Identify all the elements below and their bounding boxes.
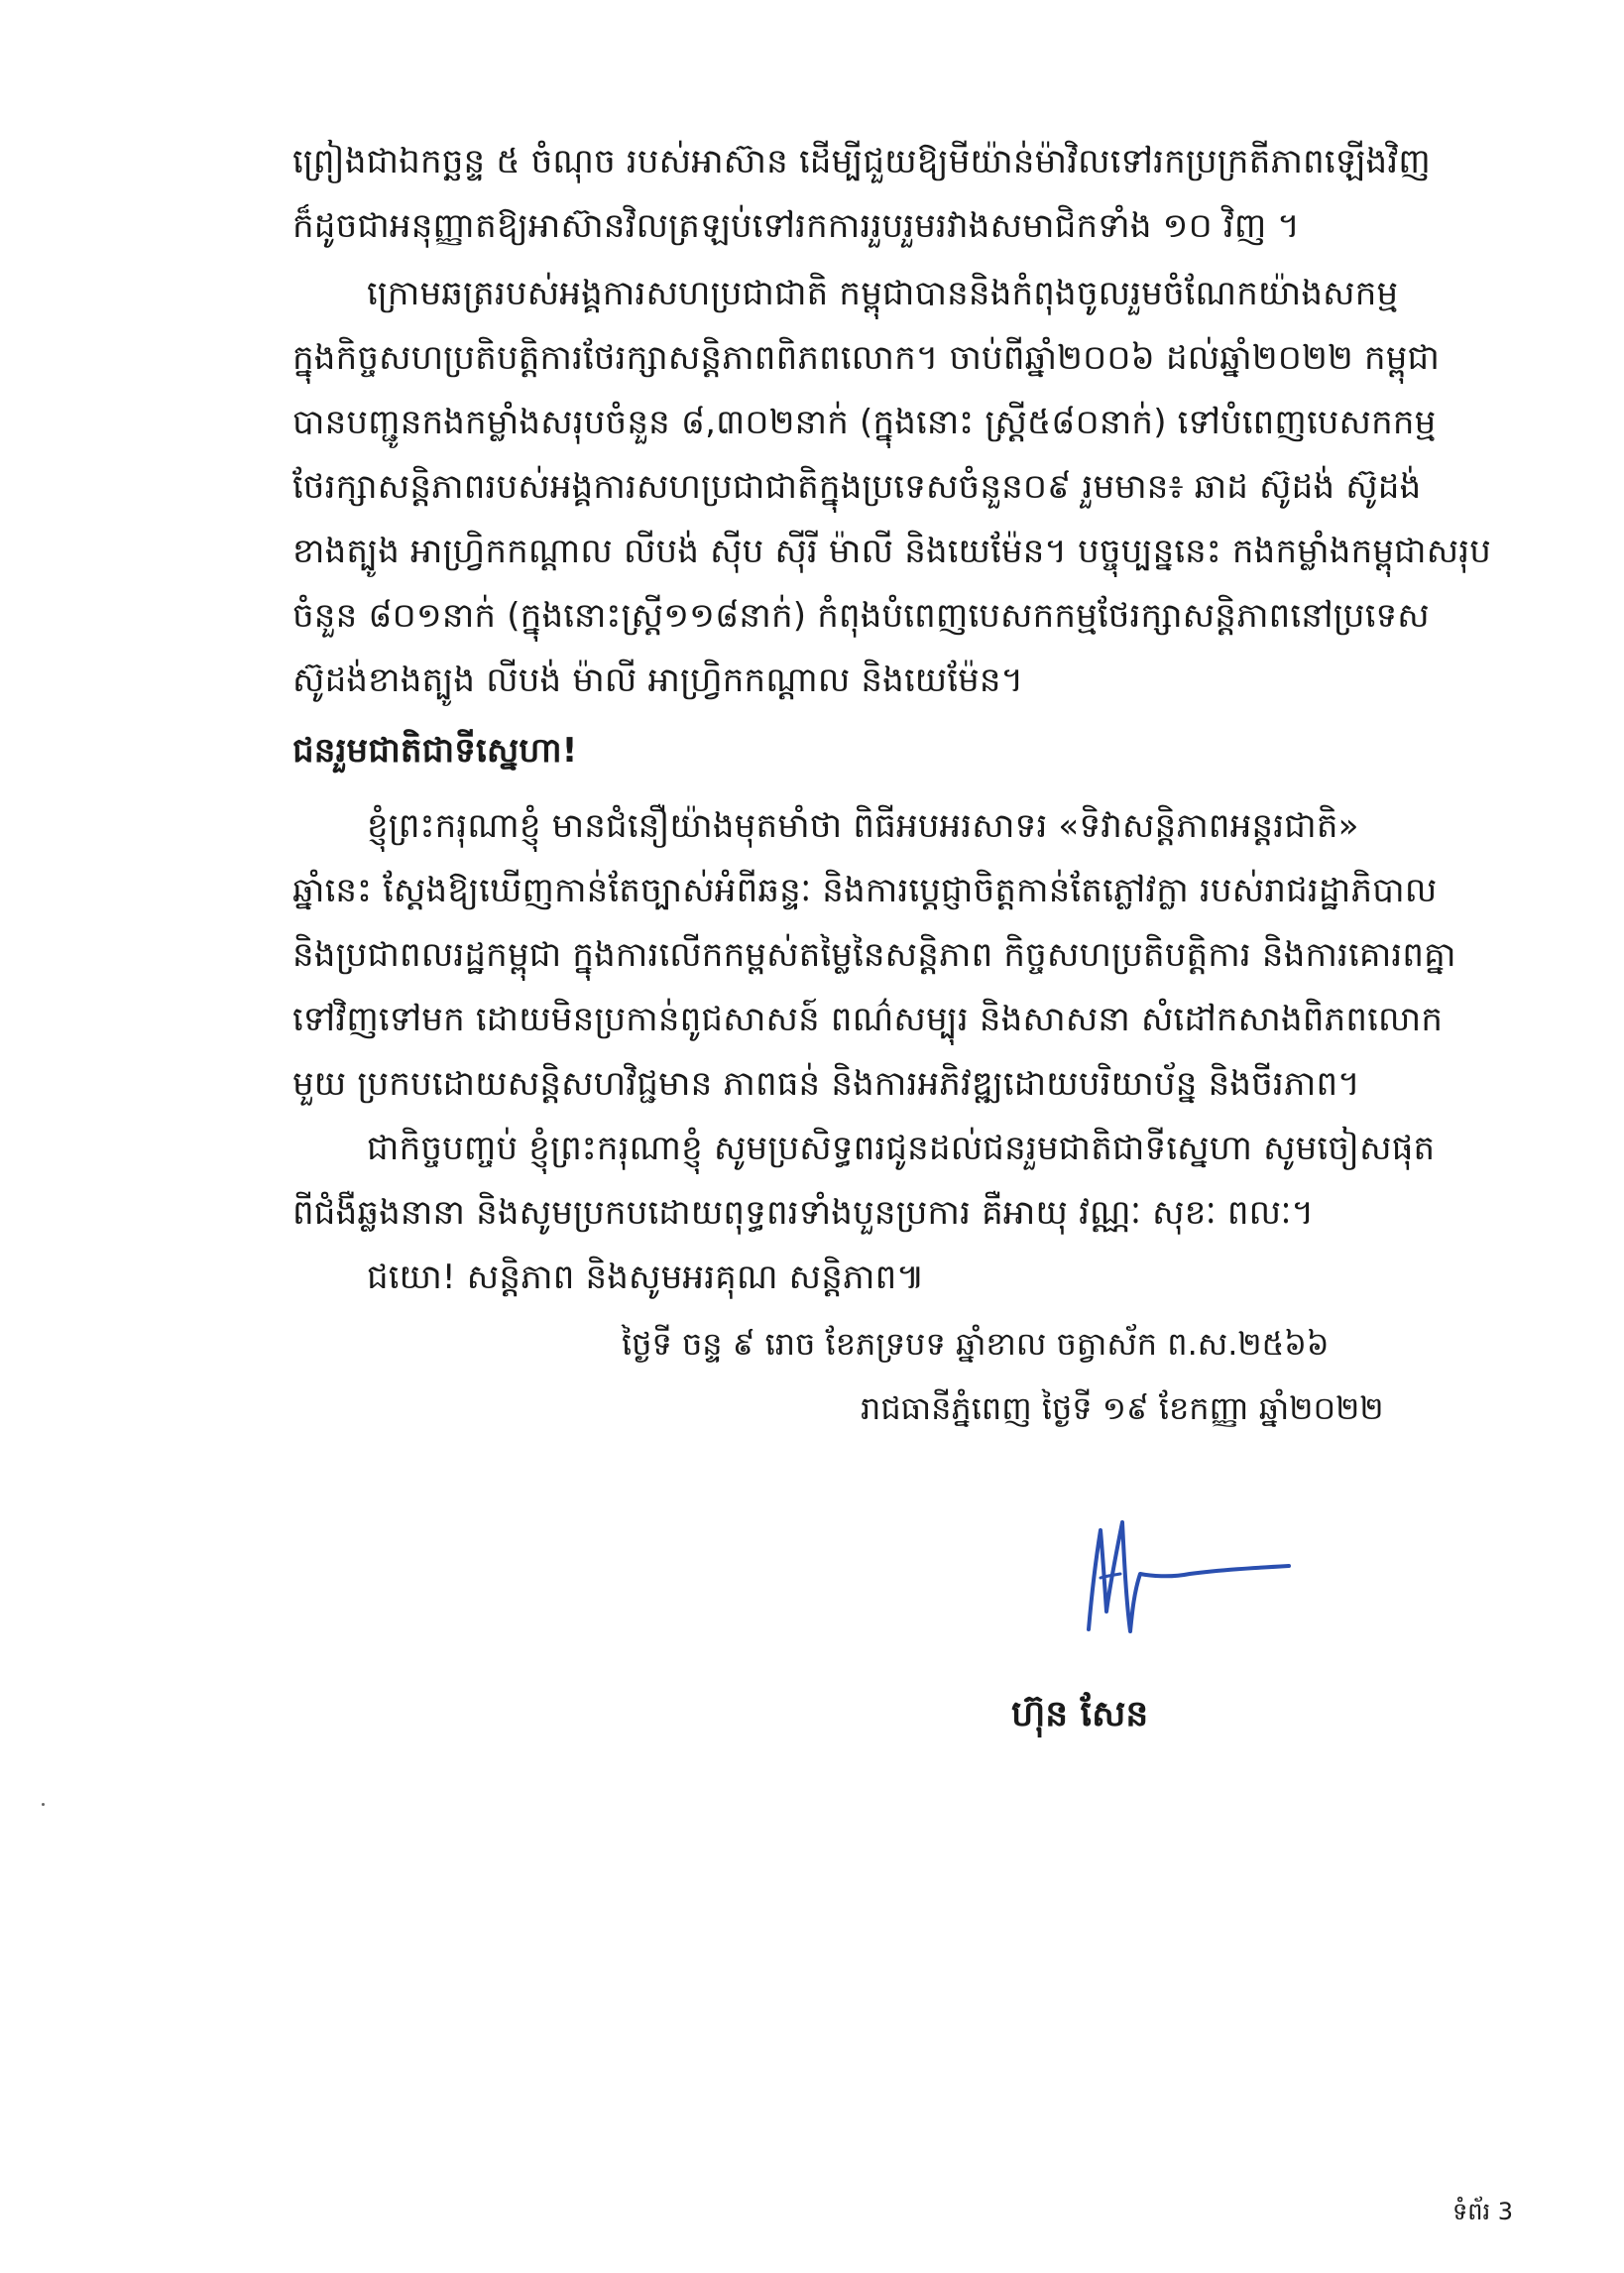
paragraph-1-line-2: ក៏ដូចជាអនុញ្ញាតឱ្យអាស៊ានវិលត្រឡប់ទៅរកការរួបរួមរវាងសមាជិកទាំង ១០ វិញ ។: [292, 206, 1301, 246]
lunar-date: ថ្ងៃទី ចន្ទ ៩ រោច ខែភទ្របទ ឆ្នាំខាល ចត្វាស័ក ព.ស.២៥៦៦: [622, 1325, 1330, 1363]
paragraph-3-line-3: និងប្រជាពលរដ្ឋកម្ពុជា ក្នុងការលើកកម្ពស់តម្លៃនៃសន្តិភាព កិច្ចសហប្រតិបត្តិការ និងការគោរពគ្នា: [292, 935, 1456, 975]
paragraph-3-line-1: ខ្ញុំព្រះករុណាខ្ញុំ មានជំនឿយ៉ាងមុតមាំថា ពិធីអបអរសាទរ «ទិវាសន្តិភាពអន្តរជាតិ»: [367, 806, 1359, 846]
signature-image: [1061, 1512, 1299, 1651]
closing-line: ជយោ! សន្តិភាព និងសូមអរគុណ សន្តិភាព៕: [367, 1257, 925, 1297]
solar-date: រាជធានីភ្នំពេញ ថ្ងៃទី ១៩ ខែកញ្ញា ឆ្នាំ២០២២: [861, 1389, 1384, 1427]
paragraph-2-line-3: បានបញ្ជូនកងកម្លាំងសរុបចំនួន ៨,៣០២នាក់ (ក្នុងនោះ ស្ត្រី៥៨០នាក់) ទៅបំពេញបេសកកម្ម: [292, 403, 1437, 442]
paragraph-3-line-4: ទៅវិញទៅមក ដោយមិនប្រកាន់ពូជសាសន៍ ពណ៌សម្បុរ និងសាសនា សំដៅកសាងពិភពលោក: [292, 1000, 1444, 1039]
paragraph-2-line-1: ក្រោមឆត្ររបស់អង្គការសហប្រជាជាតិ កម្ពុជាបាននិងកំពុងចូលរួមចំណែកយ៉ាងសកម្ម: [367, 274, 1399, 313]
paragraph-4-line-2: ពីជំងឺឆ្លងនានា និងសូមប្រកបដោយពុទ្ធពរទាំងបួនប្រការ គឺអាយុ វណ្ណៈ សុខៈ ពលៈ។: [292, 1193, 1315, 1233]
salutation: ជនរួមជាតិជាទីស្នេហា!: [292, 731, 578, 771]
paragraph-2-line-2: ក្នុងកិច្ចសហប្រតិបត្តិការថែរក្សាសន្តិភាពពិភពលោក។ ចាប់ពីឆ្នាំ២០០៦ ដល់ឆ្នាំ២០២២ កម្ពុជា: [292, 338, 1441, 378]
paragraph-1-line-1: ព្រៀងជាឯកច្ឆន្ទ ៥ ចំណុច របស់អាស៊ាន ដើម្បីជួយឱ្យមីយ៉ាន់ម៉ាវិលទៅរកប្រក្រតីភាពឡើងវិញ: [292, 142, 1431, 181]
signer-name: ហ៊ុន សែន: [1011, 1694, 1149, 1735]
paragraph-2-line-6: ចំនួន ៨០១នាក់ (ក្នុងនោះស្ត្រី១១៨នាក់) កំពុងបំពេញបេសកកម្មថែរក្សាសន្តិភាពនៅប្រទេស: [292, 596, 1430, 636]
page-number: ទំព័រ 3: [1452, 2198, 1513, 2225]
paragraph-3-line-5: មួយ ប្រកបដោយសន្តិសហវិជ្ជមាន ភាពធន់ និងការអភិវឌ្ឍដោយបរិយាប័ន្ន និងចីរភាព។: [292, 1064, 1360, 1104]
scan-speck: [42, 1803, 45, 1806]
paragraph-4-line-1: ជាកិច្ចបញ្ចប់ ខ្ញុំព្រះករុណាខ្ញុំ សូមប្រសិទ្ធពរជូនដល់ជនរួមជាតិជាទីស្នេហា សូមចៀសផុត: [367, 1129, 1436, 1168]
paragraph-2-line-4: ថែរក្សាសន្តិភាពរបស់អង្គការសហប្រជាជាតិក្នុងប្រទេសចំនួន០៩ រួមមាន៖ ឆាដ ស៊ូដង់ ស៊ូដង់: [292, 467, 1422, 507]
paragraph-2-line-5: ខាងត្បូង អាហ្វ្រិកកណ្តាល លីបង់ ស៊ីប ស៊ីរី ម៉ាលី និងយេម៉ែន។ បច្ចុប្បន្ននេះ កងកម្លាំងកម្ពុជាសរុប: [292, 532, 1492, 571]
paragraph-3-line-2: ឆ្នាំនេះ ស្តែងឱ្យឃើញកាន់តែច្បាស់អំពីឆន្ទៈ និងការប្តេជ្ញាចិត្តកាន់តែភ្លៅវក្លា របស់រាជរដ្ឋាភិបាល: [292, 871, 1438, 910]
paragraph-2-line-7: ស៊ូដង់ខាងត្បូង លីបង់ ម៉ាលី អាហ្វ្រិកកណ្តាល និងយេម៉ែន។: [292, 660, 1024, 700]
